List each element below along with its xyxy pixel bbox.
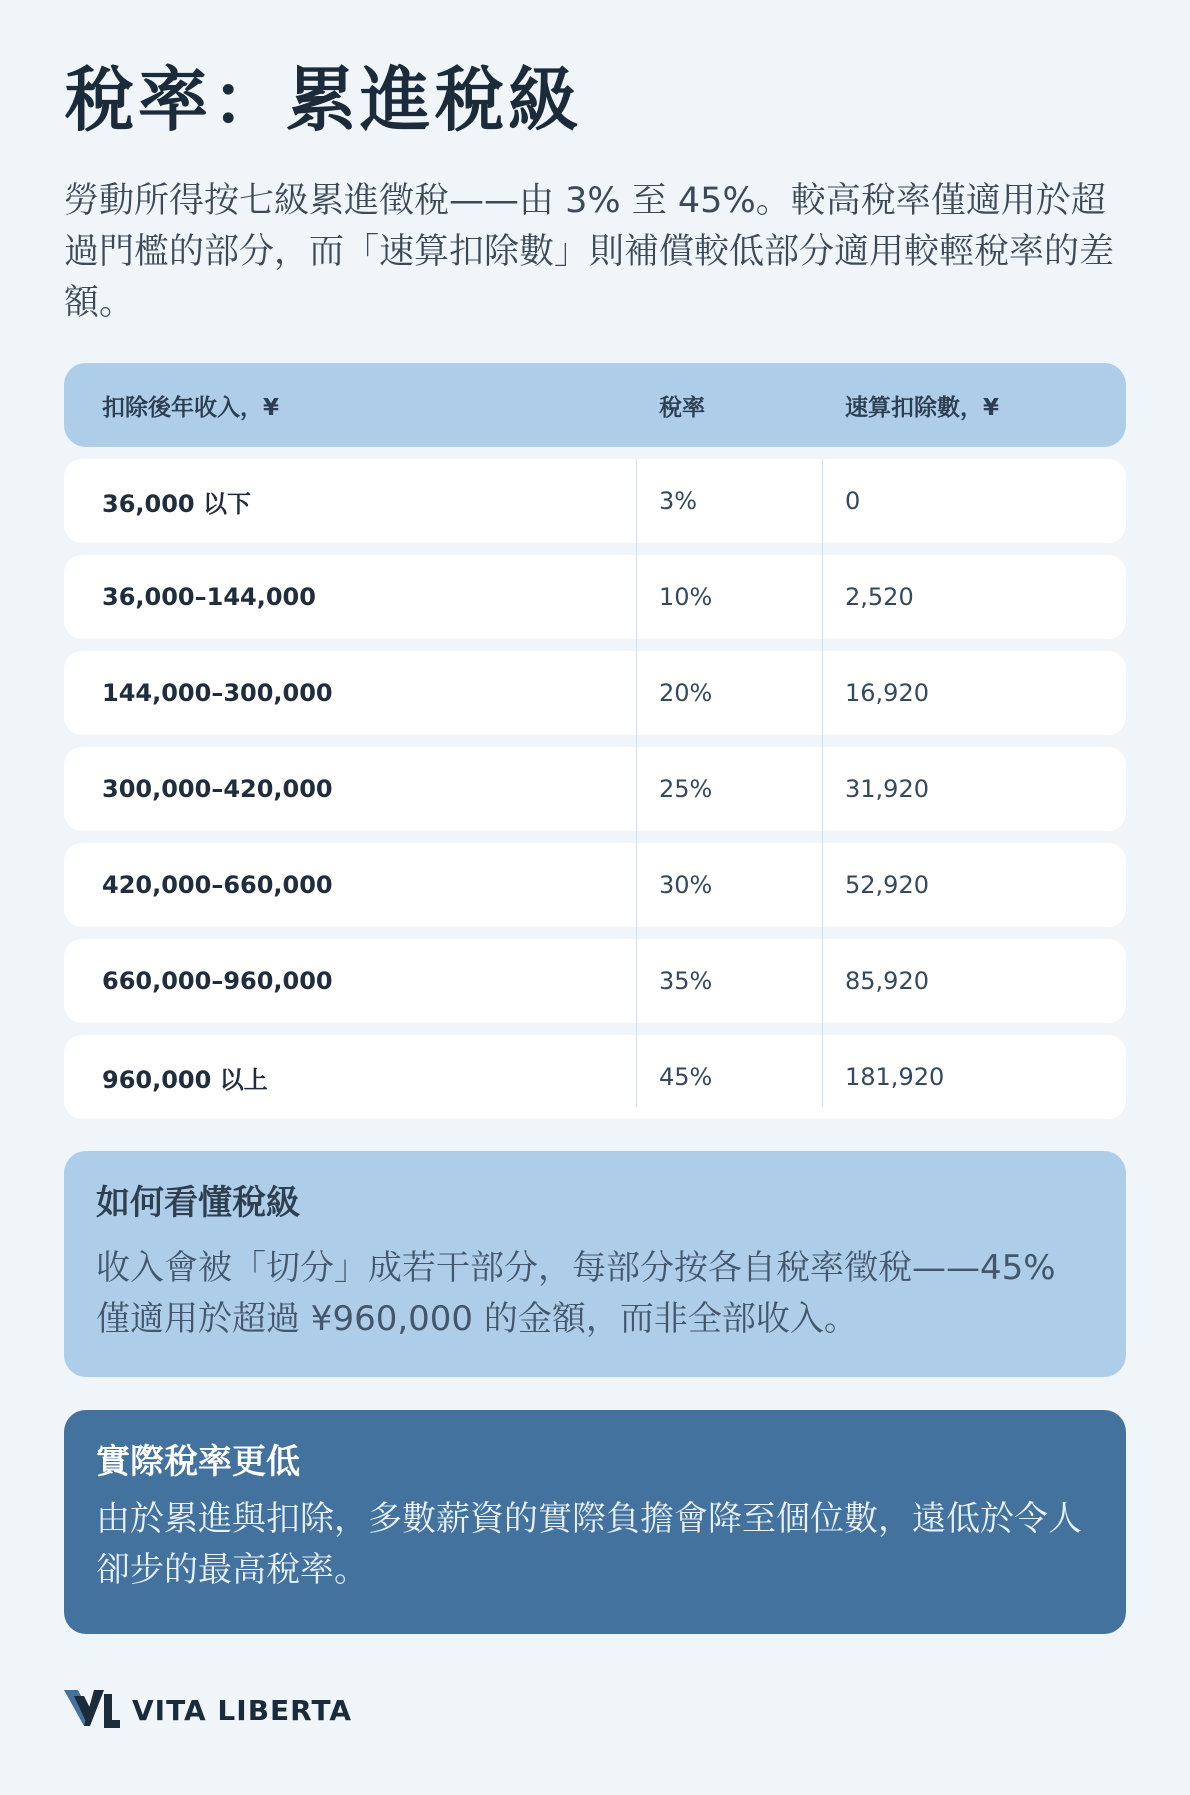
vl-logo-icon [64, 1690, 120, 1730]
cell-income: 960,000 以上 [102, 1065, 268, 1094]
cell-rate: 3% [659, 487, 698, 515]
cell-income: 420,000–660,000 [102, 871, 333, 899]
header-rate: 稅率 [659, 394, 705, 421]
cell-deduction: 0 [845, 487, 861, 515]
cell-rate: 10% [659, 583, 713, 611]
table-row [64, 939, 1126, 1023]
column-divider [822, 459, 823, 1107]
effective-rate-card [64, 1410, 1126, 1634]
cell-deduction: 31,920 [845, 775, 929, 803]
header-income: 扣除後年收入，¥ [102, 394, 280, 421]
brand-footer [64, 1690, 352, 1730]
brand-name: VITA LIBERTA [132, 1693, 353, 1727]
table-row [64, 843, 1126, 927]
table-row [64, 1035, 1126, 1119]
card-title: 如何看懂稅級 [96, 1183, 300, 1223]
cell-deduction: 181,920 [845, 1063, 945, 1091]
cell-income: 36,000 以下 [102, 489, 251, 518]
cell-income: 300,000–420,000 [102, 775, 333, 803]
table-row [64, 747, 1126, 831]
page-title: 稅率：累進稅級 [64, 59, 582, 141]
cell-deduction: 16,920 [845, 679, 929, 707]
column-divider [636, 459, 637, 1107]
cell-rate: 30% [659, 871, 713, 899]
table-header [64, 363, 1126, 447]
card-title: 實際稅率更低 [96, 1442, 300, 1482]
cell-income: 660,000–960,000 [102, 967, 333, 995]
cell-rate: 35% [659, 967, 713, 995]
card-body: 收入會被「切分」成若干部分，每部分按各自稅率徵稅——45% 僅適用於超過 ¥960,000 的金額，而非全部收入。 [96, 1248, 1056, 1340]
cell-income: 36,000–144,000 [102, 583, 316, 611]
cell-income: 144,000–300,000 [102, 679, 333, 707]
header-deduction: 速算扣除數，¥ [845, 394, 1000, 421]
cell-deduction: 52,920 [845, 871, 929, 899]
how-to-read-card [64, 1151, 1126, 1377]
tax-bracket-table [64, 363, 1126, 1131]
card-body: 由於累進與扣除，多數薪資的實際負擔會降至個位數，遠低於令人卻步的最高稅率。 [96, 1499, 1082, 1591]
table-row [64, 555, 1126, 639]
table-body [64, 459, 1126, 1119]
cell-deduction: 85,920 [845, 967, 929, 995]
table-row [64, 459, 1126, 543]
intro-text: 勞動所得按七級累進徵稅——由 3% 至 45%。較高稅率僅適用於超過門檻的部分，而「速算扣除數」則補償較低部分適用較輕稅率的差額。 [64, 181, 1115, 323]
table-row [64, 651, 1126, 735]
cell-rate: 20% [659, 679, 713, 707]
cell-rate: 25% [659, 775, 713, 803]
cell-deduction: 2,520 [845, 583, 914, 611]
cell-rate: 45% [659, 1063, 713, 1091]
